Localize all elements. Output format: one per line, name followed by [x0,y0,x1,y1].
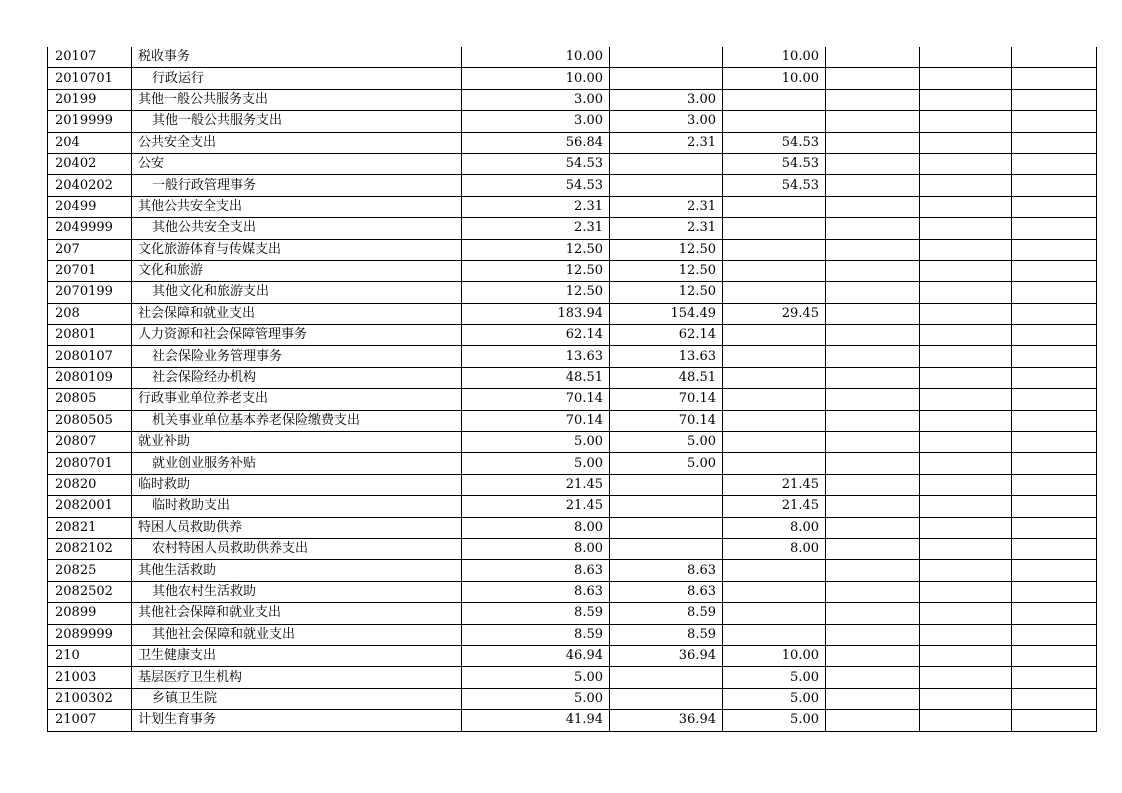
basic-expenditure-cell: 12.50 [610,260,723,281]
subject-code-cell: 2082502 [48,581,132,602]
empty-cell [920,175,1012,196]
subject-code-cell: 20899 [48,603,132,624]
project-expenditure-cell: 54.53 [723,153,826,174]
empty-cell [920,153,1012,174]
table-row [48,667,1097,688]
project-expenditure-cell [723,432,826,453]
subject-code-cell: 204 [48,132,132,153]
subject-name-cell: 临时救助支出 [132,496,462,517]
subject-code-cell: 208 [48,303,132,324]
total-amount-cell: 5.00 [462,453,610,474]
empty-cell [920,111,1012,132]
empty-cell [1012,68,1097,89]
empty-cell [1012,389,1097,410]
empty-cell [826,132,920,153]
empty-cell [920,89,1012,110]
subject-code-cell: 2082102 [48,538,132,559]
table-row [48,239,1097,260]
subject-code-cell: 20499 [48,196,132,217]
empty-cell [1012,282,1097,303]
total-amount-cell: 12.50 [462,260,610,281]
table-row [48,624,1097,645]
table-row [48,111,1097,132]
empty-cell [826,196,920,217]
subject-name-cell: 计划生育事务 [132,710,462,731]
total-amount-cell: 70.14 [462,389,610,410]
empty-cell [1012,303,1097,324]
empty-cell [920,560,1012,581]
subject-code-cell: 20825 [48,560,132,581]
project-expenditure-cell [723,624,826,645]
subject-code-cell: 2100302 [48,688,132,709]
basic-expenditure-cell: 70.14 [610,410,723,431]
basic-expenditure-cell: 8.63 [610,560,723,581]
total-amount-cell: 10.00 [462,68,610,89]
total-amount-cell: 62.14 [462,325,610,346]
empty-cell [1012,496,1097,517]
table-row [48,496,1097,517]
subject-code-cell: 2040202 [48,175,132,196]
subject-name-cell: 基层医疗卫生机构 [132,667,462,688]
basic-expenditure-cell: 2.31 [610,196,723,217]
total-amount-cell: 21.45 [462,474,610,495]
empty-cell [920,367,1012,388]
empty-cell [826,453,920,474]
empty-cell [826,325,920,346]
empty-cell [920,303,1012,324]
basic-expenditure-cell [610,175,723,196]
empty-cell [1012,325,1097,346]
table-row [48,47,1097,68]
basic-expenditure-cell: 12.50 [610,282,723,303]
subject-code-cell: 207 [48,239,132,260]
empty-cell [826,303,920,324]
basic-expenditure-cell [610,538,723,559]
subject-name-cell: 行政运行 [132,68,462,89]
subject-name-cell: 公安 [132,153,462,174]
empty-cell [826,89,920,110]
total-amount-cell: 13.63 [462,346,610,367]
subject-code-cell: 20821 [48,517,132,538]
subject-name-cell: 特困人员救助供养 [132,517,462,538]
empty-cell [1012,111,1097,132]
subject-name-cell: 其他公共安全支出 [132,218,462,239]
basic-expenditure-cell: 36.94 [610,710,723,731]
subject-code-cell: 20701 [48,260,132,281]
project-expenditure-cell [723,196,826,217]
total-amount-cell: 3.00 [462,111,610,132]
total-amount-cell: 54.53 [462,153,610,174]
empty-cell [920,132,1012,153]
empty-cell [826,346,920,367]
empty-cell [920,517,1012,538]
project-expenditure-cell: 10.00 [723,47,826,68]
empty-cell [1012,196,1097,217]
empty-cell [1012,218,1097,239]
project-expenditure-cell: 29.45 [723,303,826,324]
empty-cell [826,367,920,388]
total-amount-cell: 183.94 [462,303,610,324]
table-row [48,581,1097,602]
total-amount-cell: 21.45 [462,496,610,517]
empty-cell [826,68,920,89]
empty-cell [1012,239,1097,260]
table-row [48,367,1097,388]
empty-cell [826,688,920,709]
project-expenditure-cell [723,389,826,410]
subject-name-cell: 公共安全支出 [132,132,462,153]
total-amount-cell: 54.53 [462,175,610,196]
empty-cell [826,538,920,559]
empty-cell [1012,89,1097,110]
table-row [48,303,1097,324]
empty-cell [826,389,920,410]
basic-expenditure-cell [610,517,723,538]
subject-code-cell: 20402 [48,153,132,174]
table-row [48,260,1097,281]
basic-expenditure-cell [610,47,723,68]
empty-cell [1012,47,1097,68]
empty-cell [920,667,1012,688]
table-row [48,517,1097,538]
subject-name-cell: 行政事业单位养老支出 [132,389,462,410]
subject-code-cell: 2089999 [48,624,132,645]
empty-cell [1012,432,1097,453]
project-expenditure-cell [723,218,826,239]
empty-cell [826,432,920,453]
project-expenditure-cell [723,603,826,624]
table-row [48,688,1097,709]
empty-cell [920,239,1012,260]
project-expenditure-cell [723,410,826,431]
empty-cell [826,153,920,174]
empty-cell [826,47,920,68]
empty-cell [920,196,1012,217]
empty-cell [1012,688,1097,709]
subject-name-cell: 社会保险经办机构 [132,367,462,388]
empty-cell [826,645,920,666]
table-row [48,196,1097,217]
subject-code-cell: 20107 [48,47,132,68]
empty-cell [826,517,920,538]
empty-cell [920,710,1012,731]
total-amount-cell: 48.51 [462,367,610,388]
empty-cell [1012,367,1097,388]
basic-expenditure-cell: 36.94 [610,645,723,666]
empty-cell [1012,603,1097,624]
total-amount-cell: 41.94 [462,710,610,731]
empty-cell [920,389,1012,410]
subject-name-cell: 就业补助 [132,432,462,453]
total-amount-cell: 5.00 [462,432,610,453]
table-row [48,410,1097,431]
project-expenditure-cell [723,581,826,602]
empty-cell [920,603,1012,624]
subject-code-cell: 210 [48,645,132,666]
basic-expenditure-cell: 8.59 [610,603,723,624]
empty-cell [1012,153,1097,174]
empty-cell [826,581,920,602]
project-expenditure-cell: 21.45 [723,474,826,495]
basic-expenditure-cell [610,496,723,517]
project-expenditure-cell: 8.00 [723,517,826,538]
table-row [48,389,1097,410]
table-row [48,710,1097,731]
project-expenditure-cell: 5.00 [723,667,826,688]
subject-code-cell: 2010701 [48,68,132,89]
total-amount-cell: 12.50 [462,239,610,260]
empty-cell [826,239,920,260]
project-expenditure-cell [723,325,826,346]
basic-expenditure-cell: 5.00 [610,453,723,474]
subject-code-cell: 2082001 [48,496,132,517]
empty-cell [920,474,1012,495]
subject-code-cell: 2019999 [48,111,132,132]
subject-code-cell: 20807 [48,432,132,453]
project-expenditure-cell [723,367,826,388]
subject-name-cell: 其他一般公共服务支出 [132,89,462,110]
table-row [48,474,1097,495]
total-amount-cell: 8.00 [462,517,610,538]
table-row [48,325,1097,346]
table-row [48,153,1097,174]
subject-name-cell: 乡镇卫生院 [132,688,462,709]
basic-expenditure-cell: 62.14 [610,325,723,346]
basic-expenditure-cell [610,474,723,495]
basic-expenditure-cell: 12.50 [610,239,723,260]
subject-code-cell: 2049999 [48,218,132,239]
empty-cell [920,346,1012,367]
total-amount-cell: 2.31 [462,196,610,217]
subject-code-cell: 2080505 [48,410,132,431]
project-expenditure-cell: 21.45 [723,496,826,517]
table-row [48,603,1097,624]
table-row [48,645,1097,666]
basic-expenditure-cell: 3.00 [610,89,723,110]
empty-cell [826,560,920,581]
table-row [48,346,1097,367]
total-amount-cell: 46.94 [462,645,610,666]
empty-cell [826,496,920,517]
table-row [48,560,1097,581]
basic-expenditure-cell: 3.00 [610,111,723,132]
total-amount-cell: 8.59 [462,603,610,624]
total-amount-cell: 10.00 [462,47,610,68]
project-expenditure-cell: 5.00 [723,710,826,731]
empty-cell [1012,474,1097,495]
basic-expenditure-cell: 70.14 [610,389,723,410]
empty-cell [920,410,1012,431]
expenditure-table [47,47,1097,732]
empty-cell [920,688,1012,709]
subject-name-cell: 其他生活救助 [132,560,462,581]
total-amount-cell: 12.50 [462,282,610,303]
basic-expenditure-cell [610,667,723,688]
table-row [48,218,1097,239]
project-expenditure-cell: 54.53 [723,132,826,153]
empty-cell [920,624,1012,645]
table-row [48,538,1097,559]
empty-cell [1012,538,1097,559]
basic-expenditure-cell: 8.63 [610,581,723,602]
subject-name-cell: 文化和旅游 [132,260,462,281]
subject-code-cell: 2070199 [48,282,132,303]
total-amount-cell: 2.31 [462,218,610,239]
empty-cell [920,260,1012,281]
project-expenditure-cell [723,111,826,132]
project-expenditure-cell [723,282,826,303]
subject-name-cell: 人力资源和社会保障管理事务 [132,325,462,346]
empty-cell [920,432,1012,453]
empty-cell [826,175,920,196]
empty-cell [1012,581,1097,602]
total-amount-cell: 8.00 [462,538,610,559]
basic-expenditure-cell: 2.31 [610,218,723,239]
subject-code-cell: 20820 [48,474,132,495]
total-amount-cell: 8.63 [462,581,610,602]
empty-cell [920,218,1012,239]
project-expenditure-cell [723,560,826,581]
subject-code-cell: 20801 [48,325,132,346]
subject-name-cell: 就业创业服务补贴 [132,453,462,474]
empty-cell [920,538,1012,559]
empty-cell [920,325,1012,346]
basic-expenditure-cell [610,68,723,89]
subject-name-cell: 其他社会保障和就业支出 [132,624,462,645]
subject-name-cell: 文化旅游体育与传媒支出 [132,239,462,260]
empty-cell [826,474,920,495]
subject-name-cell: 其他文化和旅游支出 [132,282,462,303]
subject-name-cell: 一般行政管理事务 [132,175,462,196]
basic-expenditure-cell [610,153,723,174]
subject-code-cell: 21007 [48,710,132,731]
subject-name-cell: 税收事务 [132,47,462,68]
empty-cell [920,453,1012,474]
empty-cell [1012,346,1097,367]
empty-cell [920,581,1012,602]
subject-code-cell: 20199 [48,89,132,110]
empty-cell [1012,260,1097,281]
total-amount-cell: 70.14 [462,410,610,431]
empty-cell [920,282,1012,303]
total-amount-cell: 8.59 [462,624,610,645]
empty-cell [826,260,920,281]
subject-name-cell: 临时救助 [132,474,462,495]
basic-expenditure-cell: 13.63 [610,346,723,367]
table-row [48,132,1097,153]
empty-cell [1012,453,1097,474]
empty-cell [920,645,1012,666]
basic-expenditure-cell: 48.51 [610,367,723,388]
subject-code-cell: 2080701 [48,453,132,474]
project-expenditure-cell [723,89,826,110]
project-expenditure-cell [723,239,826,260]
empty-cell [826,282,920,303]
project-expenditure-cell [723,260,826,281]
total-amount-cell: 56.84 [462,132,610,153]
table-row [48,68,1097,89]
total-amount-cell: 5.00 [462,688,610,709]
empty-cell [1012,410,1097,431]
empty-cell [826,667,920,688]
subject-code-cell: 21003 [48,667,132,688]
project-expenditure-cell [723,346,826,367]
empty-cell [920,68,1012,89]
empty-cell [920,496,1012,517]
subject-name-cell: 其他社会保障和就业支出 [132,603,462,624]
subject-code-cell: 2080109 [48,367,132,388]
project-expenditure-cell: 10.00 [723,68,826,89]
project-expenditure-cell: 8.00 [723,538,826,559]
table-row [48,282,1097,303]
subject-name-cell: 社会保障和就业支出 [132,303,462,324]
basic-expenditure-cell: 8.59 [610,624,723,645]
subject-code-cell: 2080107 [48,346,132,367]
subject-name-cell: 社会保险业务管理事务 [132,346,462,367]
empty-cell [826,624,920,645]
empty-cell [1012,624,1097,645]
table-row [48,453,1097,474]
empty-cell [1012,560,1097,581]
table-row [48,175,1097,196]
empty-cell [826,111,920,132]
table-body [48,47,1097,731]
subject-name-cell: 农村特困人员救助供养支出 [132,538,462,559]
empty-cell [1012,667,1097,688]
basic-expenditure-cell [610,688,723,709]
empty-cell [826,410,920,431]
total-amount-cell: 3.00 [462,89,610,110]
table-row [48,89,1097,110]
project-expenditure-cell: 10.00 [723,645,826,666]
subject-name-cell: 其他农村生活救助 [132,581,462,602]
empty-cell [1012,175,1097,196]
subject-name-cell: 机关事业单位基本养老保险缴费支出 [132,410,462,431]
basic-expenditure-cell: 5.00 [610,432,723,453]
empty-cell [826,603,920,624]
empty-cell [1012,645,1097,666]
empty-cell [826,218,920,239]
project-expenditure-cell [723,453,826,474]
project-expenditure-cell: 5.00 [723,688,826,709]
subject-name-cell: 卫生健康支出 [132,645,462,666]
total-amount-cell: 8.63 [462,560,610,581]
empty-cell [1012,710,1097,731]
total-amount-cell: 5.00 [462,667,610,688]
empty-cell [920,47,1012,68]
subject-name-cell: 其他一般公共服务支出 [132,111,462,132]
subject-name-cell: 其他公共安全支出 [132,196,462,217]
project-expenditure-cell: 54.53 [723,175,826,196]
basic-expenditure-cell: 154.49 [610,303,723,324]
empty-cell [1012,132,1097,153]
empty-cell [826,710,920,731]
basic-expenditure-cell: 2.31 [610,132,723,153]
subject-code-cell: 20805 [48,389,132,410]
empty-cell [1012,517,1097,538]
table-row [48,432,1097,453]
